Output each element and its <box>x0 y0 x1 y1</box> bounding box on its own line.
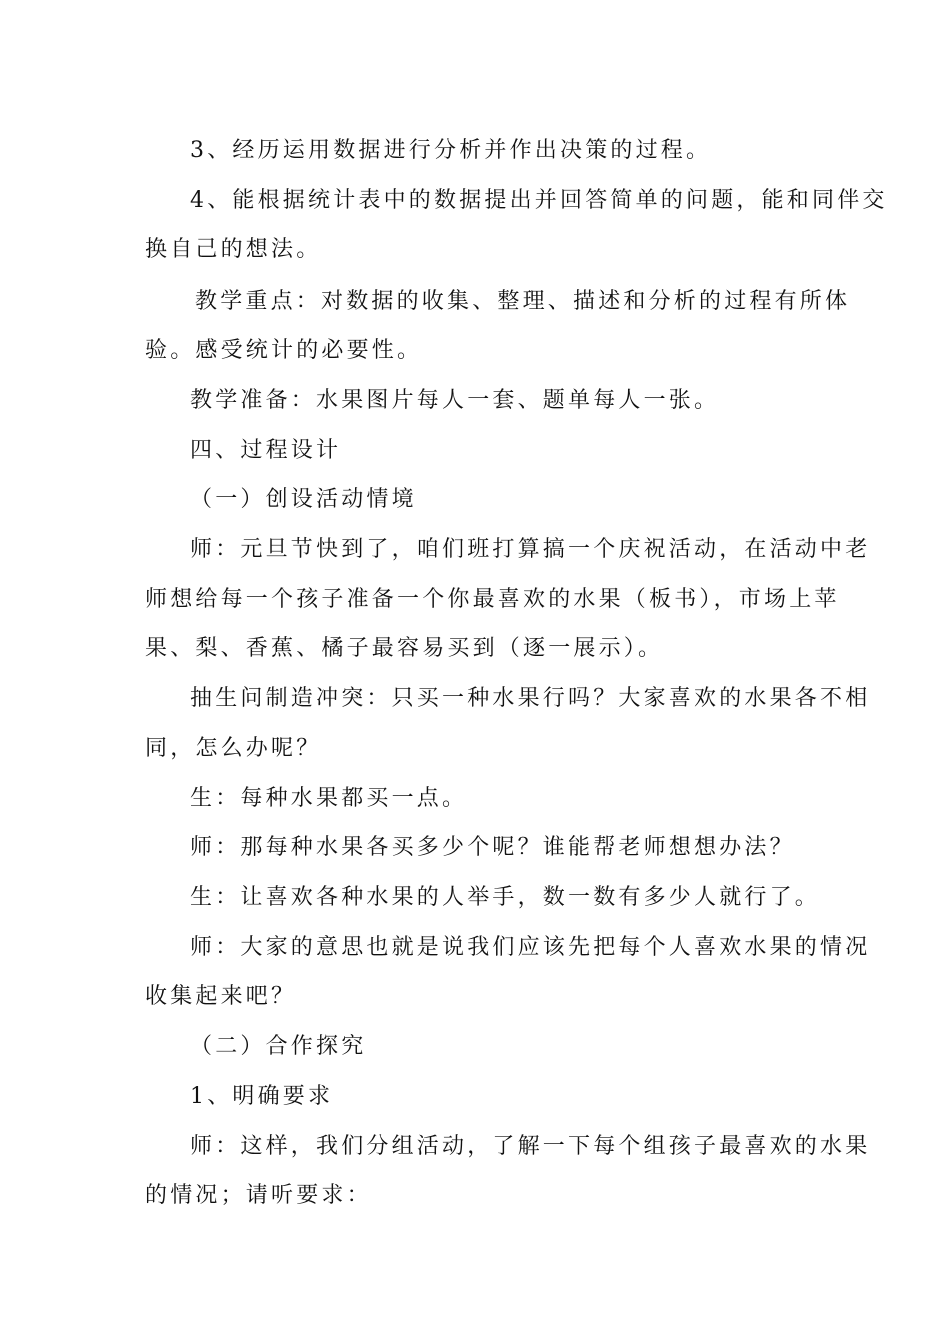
conflict-line-1: 抽生问制造冲突：只买一种水果行吗？大家喜欢的水果各不相 <box>190 686 871 711</box>
teaching-focus-line-1: 教学重点：对数据的收集、整理、描述和分析的过程有所体 <box>195 289 851 314</box>
teacher-instruction-line-1: 师：这样，我们分组活动，了解一下每个组孩子最喜欢的水果 <box>190 1134 871 1159</box>
student-answer-2: 生：让喜欢各种水果的人举手，数一数有多少人就行了。 <box>190 885 821 910</box>
objective-4-line-1: 4、能根据统计表中的数据提出并回答简单的问题，能和同伴交 <box>190 188 888 213</box>
teacher-line-1: 师：元旦节快到了，咱们班打算搞一个庆祝活动，在活动中老 <box>190 537 871 562</box>
teacher-instruction-line-2: 的情况；请听要求： <box>145 1183 372 1208</box>
subsection-heading-scenario: （一）创设活动情境 <box>190 487 417 512</box>
subsection-heading-cooperation: （二）合作探究 <box>190 1034 367 1059</box>
teaching-preparation: 教学准备：水果图片每人一套、题单每人一张。 <box>190 388 720 413</box>
conflict-line-2: 同，怎么办呢？ <box>145 736 322 761</box>
teacher-line-3: 果、梨、香蕉、橘子最容易买到（逐一展示）。 <box>145 636 664 661</box>
teaching-focus-line-2: 验。感受统计的必要性。 <box>145 338 423 363</box>
teacher-summary-line-1: 师：大家的意思也就是说我们应该先把每个人喜欢水果的情况 <box>190 935 871 960</box>
section-heading-process-design: 四、过程设计 <box>190 438 342 463</box>
objective-4-line-2: 换自己的想法。 <box>145 237 322 262</box>
teacher-summary-line-2: 收集起来吧？ <box>145 984 297 1009</box>
teacher-line-2: 师想给每一个孩子准备一个你最喜欢的水果（板书），市场上苹 <box>145 587 840 612</box>
item-clarify-requirements: 1、明确要求 <box>190 1084 334 1109</box>
objective-3: 3、经历运用数据进行分析并作出决策的过程。 <box>190 138 712 163</box>
student-answer-1: 生：每种水果都买一点。 <box>190 786 468 811</box>
teacher-question: 师：那每种水果各买多少个呢？谁能帮老师想想办法？ <box>190 835 795 860</box>
